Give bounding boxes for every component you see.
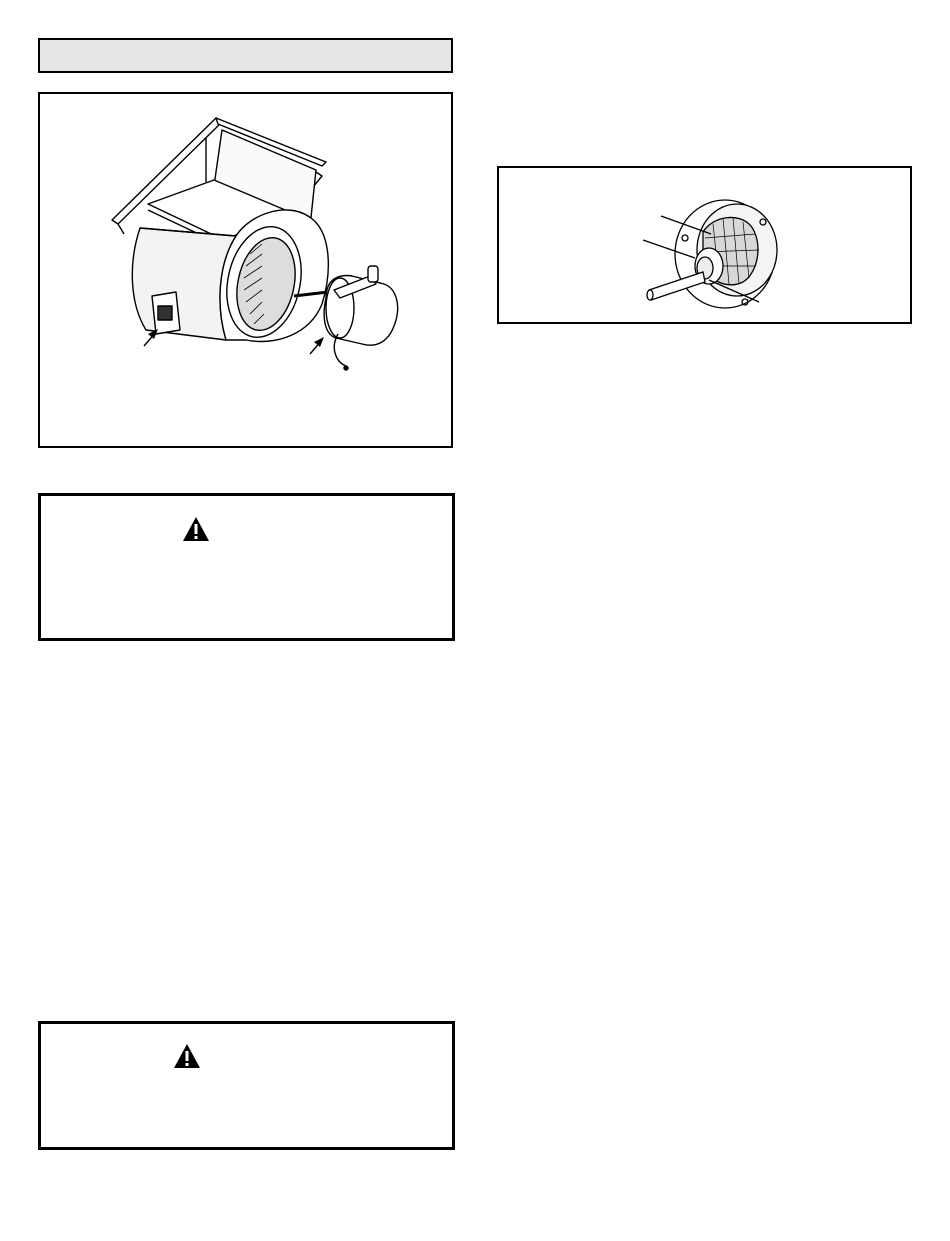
- warning-triangle-icon: [182, 516, 210, 542]
- section-header-bar: [38, 38, 453, 73]
- motor-end-illustration: [499, 168, 910, 322]
- motor-shaft-figure: [497, 166, 912, 324]
- arrow-icon: [144, 329, 158, 346]
- blower-assembly-illustration: [40, 94, 451, 446]
- blower-assembly-figure: [38, 92, 453, 448]
- warning-triangle-icon: [173, 1043, 201, 1069]
- arrow-icon: [310, 337, 324, 354]
- warning-box: [38, 493, 455, 641]
- warning-box: [38, 1021, 455, 1150]
